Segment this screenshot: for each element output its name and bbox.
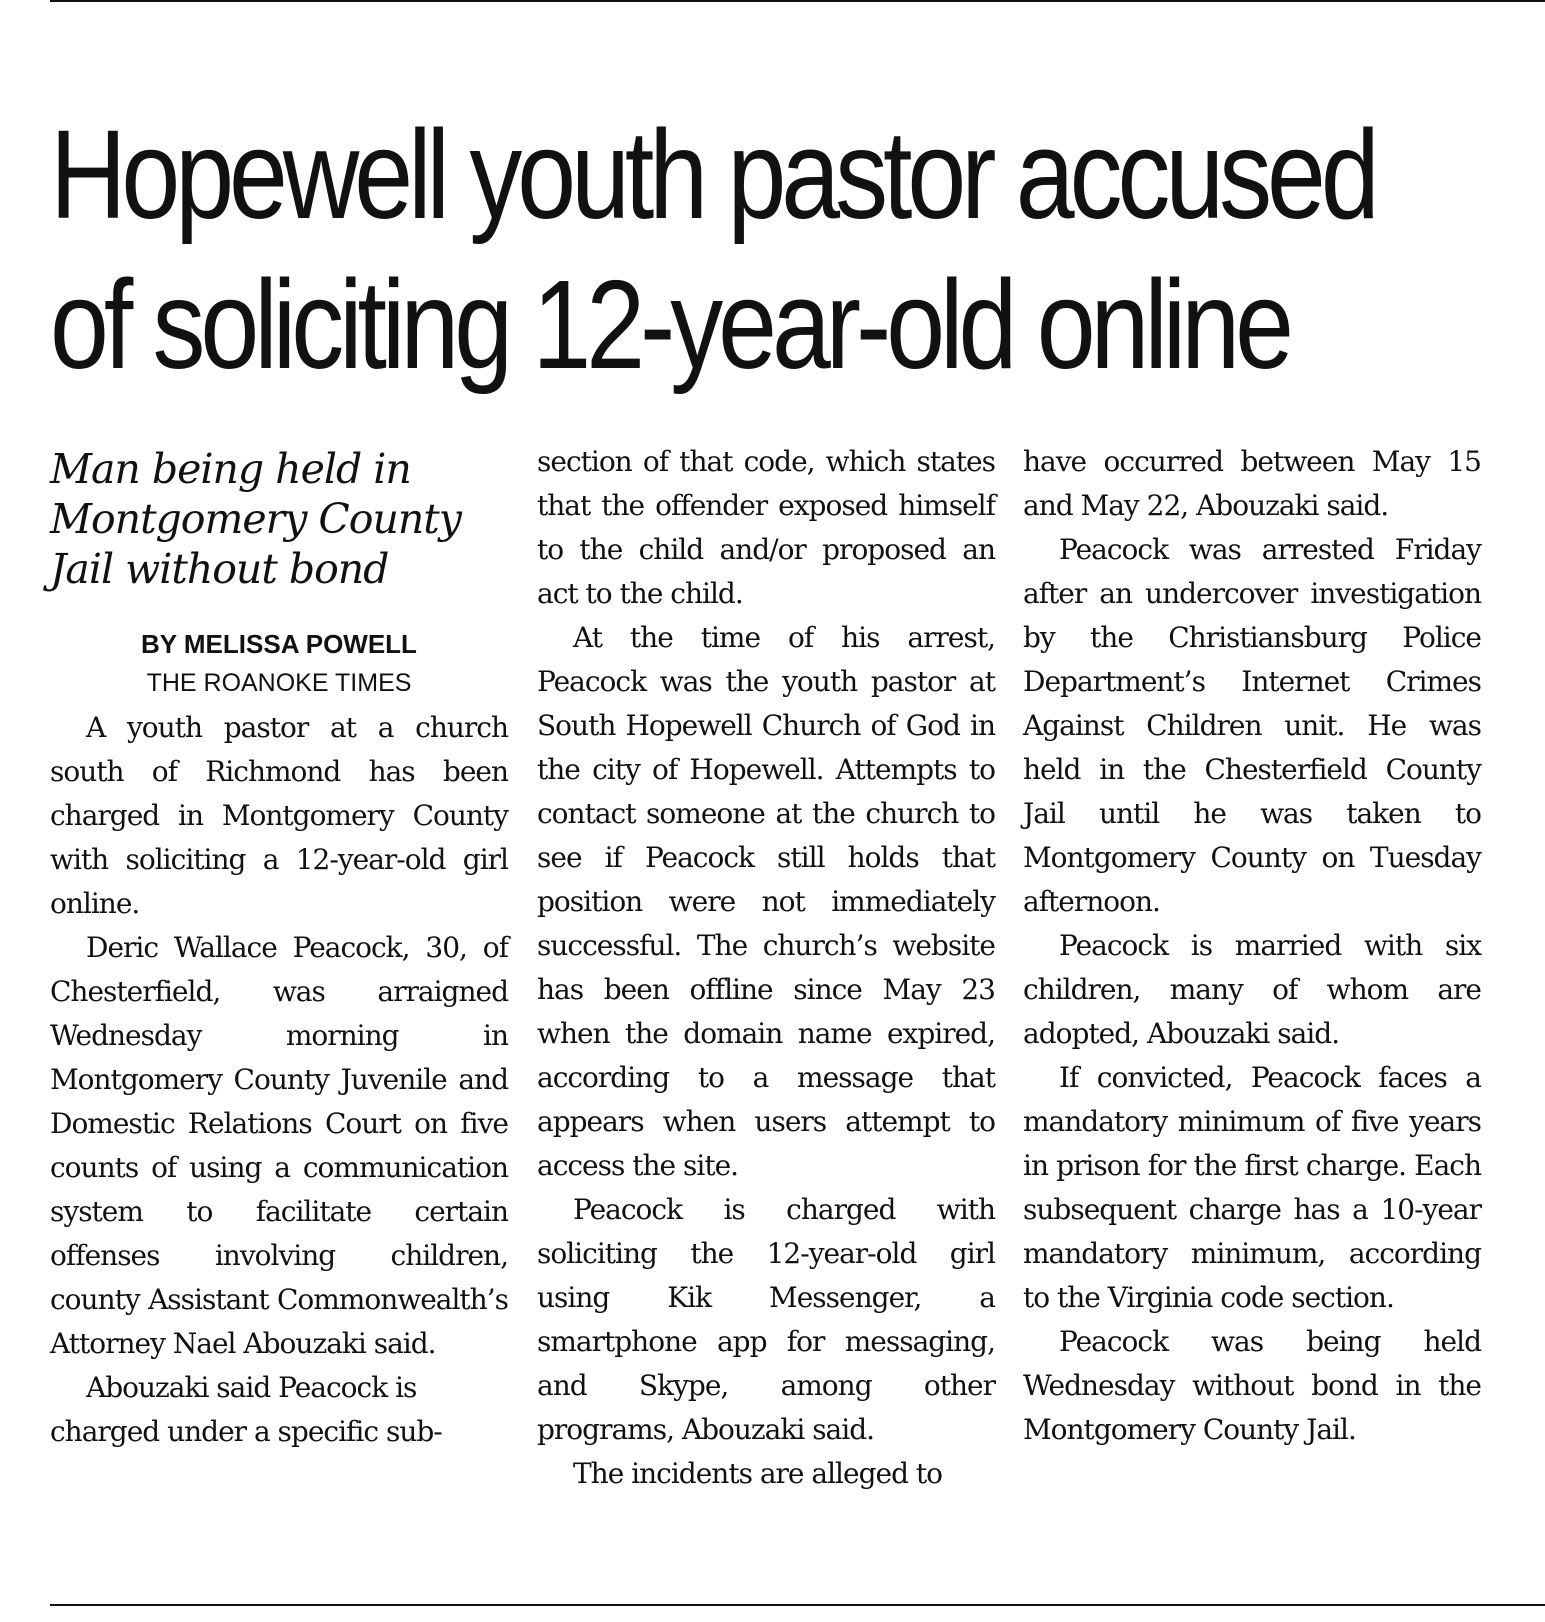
paragraph: Deric Wallace Peacock, 30, of Chesterfield, was arraigned Wednesday morning in Montgomery County Juvenile and Domestic Relations Court on five counts of using a communication system to facilitate certain offenses involving children, county Assistant Commonwealth’s Attorney Nael Abouzaki said. bbox=[50, 931, 508, 1360]
paragraph: Peacock is charged with soliciting the 12-year-old girl using Kik Messenger, a smartphone app for messaging, and Skype, among other programs, Abouzaki said. bbox=[537, 1193, 995, 1446]
paragraph: Peacock was being held Wednesday without bond in the Montgomery County Jail. bbox=[1023, 1325, 1481, 1446]
headline bbox=[50, 100, 1375, 400]
subheadline bbox=[50, 444, 508, 594]
subheadline-line-2: Montgomery County bbox=[50, 495, 461, 543]
bottom-rule bbox=[50, 1604, 1545, 1606]
article-column-2 bbox=[537, 440, 995, 1496]
headline-line-1: Hopewell youth pastor accused bbox=[50, 104, 1375, 245]
paragraph: The incidents are alleged to bbox=[573, 1457, 943, 1490]
paragraph: A youth pastor at a church south of Richmond has been charged in Montgomery County with soliciting a 12-year-old girl online. bbox=[50, 711, 508, 920]
subheadline-line-1: Man being held in bbox=[50, 445, 411, 493]
publication-credit: THE ROANOKE TIMES bbox=[146, 669, 412, 697]
paragraph: Abouzaki said Peacock is charged under a specific sub- bbox=[50, 1371, 442, 1448]
paragraph: section of that code, which states that the offender exposed himself to the child and/or proposed an act to the child. bbox=[537, 445, 995, 610]
paragraph: Peacock is married with six children, many of whom are adopted, Abouzaki said. bbox=[1023, 929, 1481, 1050]
paragraph: At the time of his arrest, Peacock was the youth pastor at South Hopewell Church of God in the city of Hopewell. Attempts to contact someone at the church to see if Peacock still holds that position were not immediately successful. The church’s website has been offline since May 23 when the domain name expired, according to a message that appears when users attempt to access the site. bbox=[537, 621, 995, 1182]
article-column-1 bbox=[50, 440, 508, 1454]
headline-line-2: of soliciting 12-year-old online bbox=[50, 254, 1289, 395]
article-column-3 bbox=[1023, 440, 1481, 1452]
paragraph: If convicted, Peacock faces a mandatory minimum of five years in prison for the first charge. Each subsequent charge has a 10-year mandatory minimum, according to the Virginia code section. bbox=[1023, 1061, 1481, 1314]
byline: BY MELISSA POWELL bbox=[141, 629, 417, 659]
top-rule bbox=[50, 0, 1545, 2]
paragraph: have occurred between May 15 and May 22, Abouzaki said. bbox=[1023, 445, 1481, 522]
paragraph: Peacock was arrested Friday after an undercover investigation by the Christiansburg Police Department’s Internet Crimes Against Children unit. He was held in the Chesterfield County Jail until he was taken to Montgomery County on Tuesday afternoon. bbox=[1023, 533, 1481, 918]
subheadline-line-3: Jail without bond bbox=[50, 545, 389, 593]
